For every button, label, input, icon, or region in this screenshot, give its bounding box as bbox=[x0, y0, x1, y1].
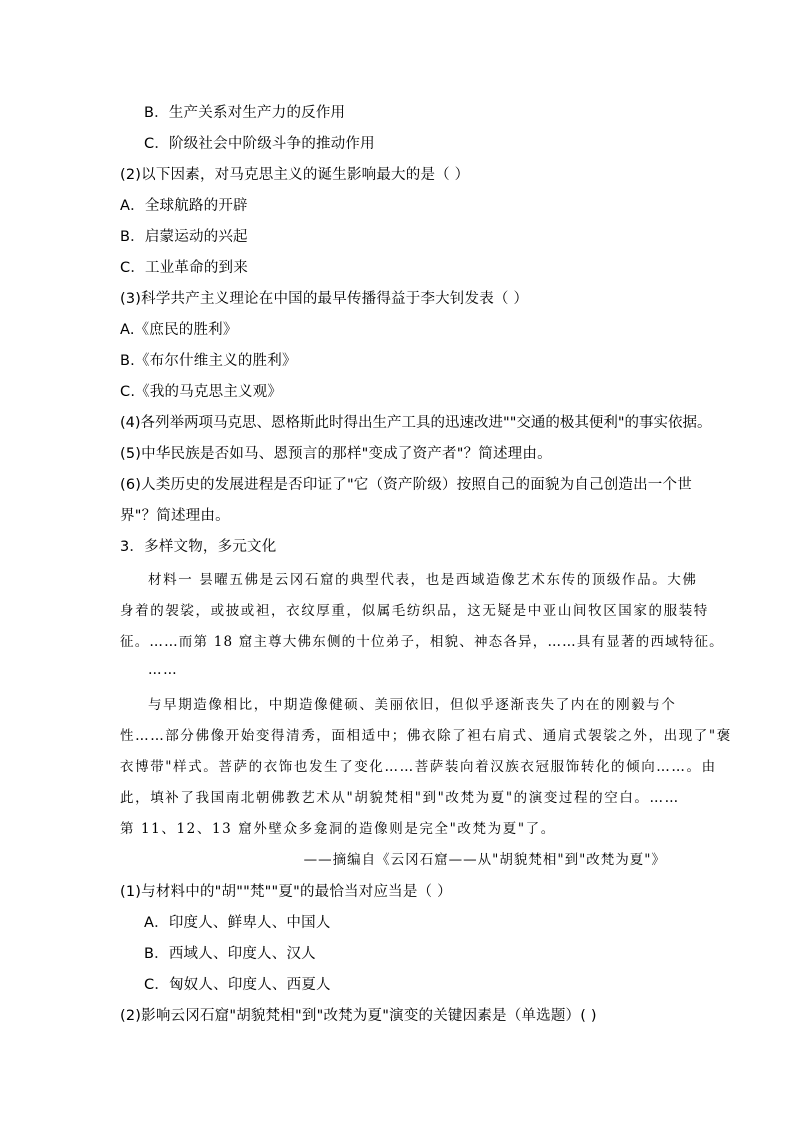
material-2-line-1: 与早期造像相比，中期造像健硕、美丽依旧，但似乎逐渐丧失了内在的刚毅与个 bbox=[148, 697, 677, 713]
question-3-1-option-b: B．西域人、印度人、汉人 bbox=[144, 946, 316, 962]
option-b: B．生产关系对生产力的反作用 bbox=[144, 105, 346, 121]
material-1-line-3: 征。……而第 18 窟主尊大佛东侧的十位弟子，相貌、神态各异，……具有显著的西域特征。 bbox=[120, 634, 724, 650]
question-2-5: (5)中华民族是否如马、恩预言的那样"变成了资产者"？简述理由。 bbox=[120, 446, 552, 462]
material-2-line-4: 此，填补了我国南北朝佛教艺术从"胡貌梵相"到"改梵为夏"的演变过程的空白。…… bbox=[120, 790, 680, 806]
material-2-line-5: 第 11、12、13 窟外壁众多龛洞的造像则是完全"改梵为夏"了。 bbox=[120, 821, 556, 837]
material-2-line-2: 性……部分佛像开始变得清秀，面相适中；佛衣除了袒右肩式、通肩式袈裟之外，出现了"褒 bbox=[120, 728, 732, 744]
question-3-1-stem: (1)与材料中的"胡""梵""夏"的最恰当对应当是（ ） bbox=[120, 884, 452, 900]
material-source: ——摘编自《云冈石窟——从"胡貌梵相"到"改梵为夏"》 bbox=[303, 852, 666, 868]
question-3-2-stem: (2)影响云冈石窟"胡貌梵相"到"改梵为夏"演变的关键因素是（单选题）( ) bbox=[120, 1008, 597, 1024]
question-2-6-line-1: (6)人类历史的发展进程是否印证了"它（资产阶级）按照自己的面貌为自己创造出一个世 bbox=[120, 477, 692, 493]
option-c: C．阶级社会中阶级斗争的推动作用 bbox=[144, 136, 375, 152]
question-2-2-option-b: B．启蒙运动的兴起 bbox=[120, 229, 248, 245]
question-3-1-option-a: A．印度人、鲜卑人、中国人 bbox=[144, 915, 331, 931]
material-1-line-1: 材料一 昙曜五佛是云冈石窟的典型代表，也是西域造像艺术东传的顶级作品。大佛 bbox=[148, 572, 698, 588]
material-1-line-2: 身着的袈裟，或披或袒，衣纹厚重，似属毛纺织品，这无疑是中亚山间牧区国家的服装特 bbox=[120, 603, 709, 619]
question-2-3-option-c: C.《我的马克思主义观》 bbox=[120, 384, 283, 400]
question-2-2-option-c: C．工业革命的到来 bbox=[120, 260, 248, 276]
material-1-line-4: …… bbox=[148, 662, 179, 678]
question-3-1-option-c: C．匈奴人、印度人、西夏人 bbox=[144, 977, 331, 993]
question-2-2-option-a: A．全球航路的开辟 bbox=[120, 198, 248, 214]
question-2-2-stem: (2)以下因素，对马克思主义的诞生影响最大的是（ ） bbox=[120, 167, 470, 183]
question-3-title: 3．多样文物，多元文化 bbox=[120, 539, 277, 555]
material-2-line-3: 衣博带"样式。菩萨的衣饰也发生了变化……菩萨装向着汉族衣冠服饰转化的倾向……。由 bbox=[120, 759, 717, 775]
question-2-3-option-a: A.《庶民的胜利》 bbox=[120, 322, 238, 338]
question-2-4: (4)各列举两项马克思、恩格斯此时得出生产工具的迅速改进""交通的极其便利"的事实依据。 bbox=[120, 415, 712, 431]
question-2-6-line-2: 界"？简述理由。 bbox=[120, 508, 230, 524]
question-2-3-option-b: B.《布尔什维主义的胜利》 bbox=[120, 353, 297, 369]
question-2-3-stem: (3)科学共产主义理论在中国的最早传播得益于李大钊发表（ ） bbox=[120, 291, 529, 307]
